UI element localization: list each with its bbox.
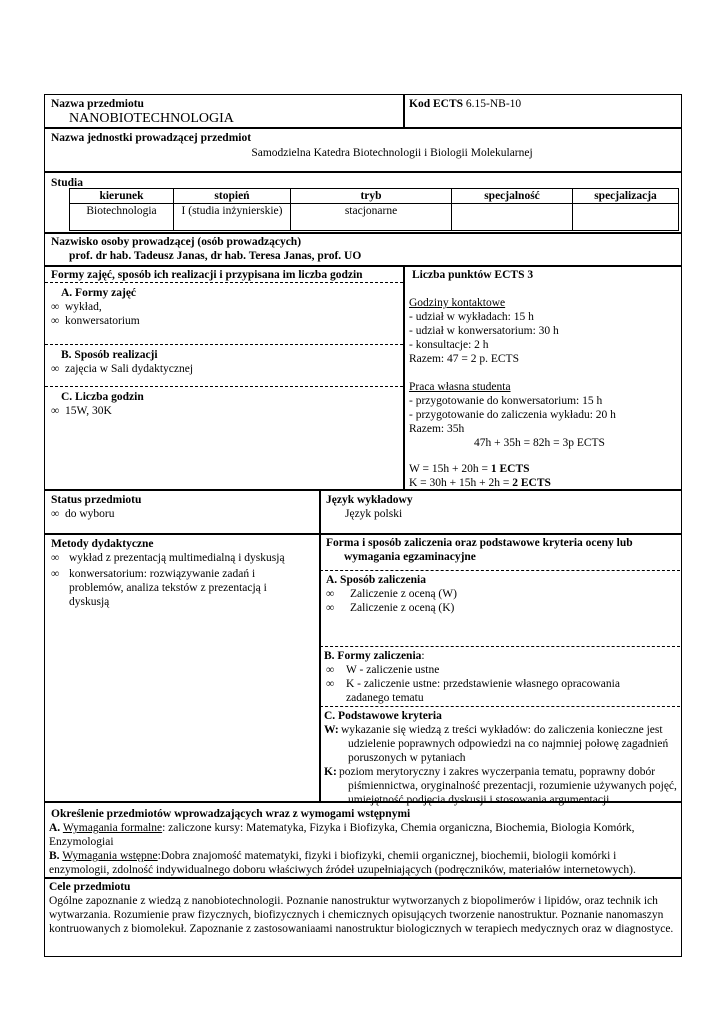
forms-b-title: B. Sposób realizacji bbox=[61, 349, 158, 361]
studia-cell bbox=[44, 171, 682, 234]
subject-name-label: Nazwa przedmiotu bbox=[51, 98, 144, 110]
language-cell bbox=[319, 489, 682, 535]
assessment-b-title-line: B. Formy zaliczenia: bbox=[324, 650, 425, 662]
bullet-icon: ∞ bbox=[326, 588, 335, 600]
contact-line: Razem: 47 = 2 p. ECTS bbox=[409, 353, 519, 365]
assessment-divider-c bbox=[320, 706, 680, 707]
method-item-text: wykład z prezentacją multimedialną i dyskusją bbox=[69, 552, 285, 564]
studia-header-specjalnosc: specjalność bbox=[452, 189, 573, 204]
bullet-icon: ∞ bbox=[51, 363, 60, 375]
studia-label: Studia bbox=[51, 177, 83, 189]
assessment-divider-a bbox=[320, 570, 680, 571]
forms-b-item-text: zajęcia w Sali dydaktycznej bbox=[65, 363, 194, 375]
studia-value-stopien: I (studia inżynierskie) bbox=[174, 204, 291, 231]
forms-a-item bbox=[51, 300, 102, 314]
forms-a-item-text: wykład, bbox=[65, 301, 102, 313]
ects-code-cell bbox=[403, 94, 682, 129]
bullet-icon: ∞ bbox=[326, 678, 335, 690]
bullet-icon: ∞ bbox=[51, 405, 60, 417]
contact-line: - konsultacje: 2 h bbox=[409, 339, 489, 351]
method-item bbox=[51, 551, 317, 565]
criteria-w-text: wykazanie się wiedzą z treści wykładów: do zaliczenia konieczne jest udzielenie poprawnych odpowiedzi na co najmniej połowę zagadnień poruszonych w pytaniach bbox=[341, 724, 669, 764]
assessment-title bbox=[326, 536, 666, 564]
ects-points-cell bbox=[403, 265, 682, 491]
prereq-a bbox=[49, 821, 677, 849]
forms-c-item bbox=[51, 404, 112, 418]
criteria-w-label: W: bbox=[324, 724, 339, 736]
teachers-cell bbox=[44, 232, 682, 267]
forms-divider-top bbox=[45, 282, 403, 283]
forms-a-item bbox=[51, 314, 140, 328]
studia-value-kierunek: Biotechnologia bbox=[70, 204, 174, 231]
assessment-a-item bbox=[326, 587, 457, 601]
ects-k-value: 2 ECTS bbox=[512, 477, 551, 489]
goals-text: Ogólne zapoznanie z wiedzą z nanobiotechnologii. Poznanie nanostruktur wytworzanych z biopolimerów i lipidów, oraz technik ich wytwarzania. Rozumienie praw fizycznych, biofizycznych i chemicznych opisujących tworzenie nanostruktur. Poznanie nanomaszyn kontruowanych z biomolekuł. Zapoznanie z zastosowaniaami nanostruktur biologicznych w terapiech medycznych oraz w diagnostyce. bbox=[49, 895, 674, 935]
contact-hours-heading: Godziny kontaktowe bbox=[409, 297, 506, 309]
assessment-b-item-text: K - zaliczenie ustne: przedstawienie własnego opracowania zadanego tematu bbox=[346, 678, 620, 704]
own-work-line: - przygotowanie do zaliczenia wykładu: 20 h bbox=[409, 409, 616, 421]
assessment-b-item bbox=[326, 677, 644, 705]
assessment-a-title: A. Sposób zaliczenia bbox=[326, 574, 426, 586]
own-work-heading: Praca własna studenta bbox=[409, 381, 511, 393]
ects-w-prefix: W = 15h + 20h = bbox=[409, 463, 491, 475]
teachers-label: Nazwisko osoby prowadzącej (osób prowadzących) bbox=[51, 236, 302, 248]
assessment-divider-b bbox=[320, 646, 680, 647]
assessment-a-item-text: Zaliczenie z oceną (K) bbox=[350, 602, 455, 614]
forms-title: Formy zajęć, sposób ich realizacji i przypisana im liczba godzin bbox=[51, 269, 363, 281]
studia-header-specjalizacja: specjalizacja bbox=[573, 189, 679, 204]
bullet-icon: ∞ bbox=[51, 552, 60, 564]
criteria-k-label: K: bbox=[324, 766, 337, 778]
unit-value: Samodzielna Katedra Biotechnologii i Biologii Molekularnej bbox=[251, 147, 533, 159]
forms-b-item bbox=[51, 362, 193, 376]
ects-code bbox=[409, 97, 521, 111]
methods-cell bbox=[44, 533, 321, 803]
status-value-text: do wyboru bbox=[65, 508, 115, 520]
studia-value-tryb: stacjonarne bbox=[291, 204, 452, 231]
studia-header-stopien: stopień bbox=[174, 189, 291, 204]
prereq-b-label: B. bbox=[49, 850, 60, 862]
goals-title: Cele przedmiotu bbox=[49, 881, 131, 893]
ects-code-label: Kod ECTS bbox=[409, 98, 464, 110]
contact-line: - udział w konwersatorium: 30 h bbox=[409, 325, 559, 337]
prereq-a-heading: Wymagania formalne bbox=[62, 822, 163, 834]
forms-divider-b bbox=[45, 344, 403, 345]
assessment-title-text: Forma i sposób zaliczenia oraz podstawowe kryteria oceny lub wymagania egzaminacyjne bbox=[326, 537, 633, 563]
method-item bbox=[51, 567, 283, 609]
studia-header-tryb: tryb bbox=[291, 189, 452, 204]
assessment-a-item-text: Zaliczenie z oceną (W) bbox=[350, 588, 457, 600]
ects-k-line bbox=[409, 476, 551, 490]
assessment-a-item bbox=[326, 601, 454, 615]
prereq-b-heading: Wymagania wstępne bbox=[62, 850, 158, 862]
methods-label: Metody dydaktyczne bbox=[51, 538, 154, 550]
ects-w-line bbox=[409, 462, 530, 476]
method-item-text: konwersatorium: rozwiązywanie zadań i problemów, analiza tekstów z prezentacją i dyskusją bbox=[69, 568, 267, 608]
assessment-cell bbox=[319, 533, 682, 806]
studia-header-kierunek: kierunek bbox=[70, 189, 174, 204]
forms-c-item-text: 15W, 30K bbox=[65, 405, 112, 417]
unit-cell bbox=[44, 127, 682, 173]
prereq-a-text: : zaliczone kursy: Matematyka, Fizyka i Biofizyka, Chemia organiczna, Biochemia, Biologia Komórk, Enzymologiai bbox=[49, 822, 635, 848]
status-value bbox=[51, 507, 115, 521]
subject-name-value: NANOBIOTECHNOLOGIA bbox=[69, 111, 234, 126]
ects-points-title: Liczba punktów ECTS 3 bbox=[412, 269, 534, 281]
studia-table bbox=[69, 188, 679, 231]
forms-c-title: C. Liczba godzin bbox=[61, 391, 144, 403]
studia-value-specjalnosc bbox=[452, 204, 573, 231]
forms-divider-c bbox=[45, 386, 403, 387]
assessment-b-item-text: W - zaliczenie ustne bbox=[346, 664, 440, 676]
assessment-b-title: B. Formy zaliczenia bbox=[324, 650, 422, 662]
status-label: Status przedmiotu bbox=[51, 494, 142, 506]
language-value: Język polski bbox=[345, 508, 403, 520]
ects-total: 47h + 35h = 82h = 3p ECTS bbox=[474, 437, 605, 449]
own-work-line: Razem: 35h bbox=[409, 423, 465, 435]
ects-w-value: 1 ECTS bbox=[490, 463, 530, 475]
teachers-value: prof. dr hab. Tadeusz Janas, dr hab. Teresa Janas, prof. UO bbox=[69, 250, 362, 262]
ects-code-value: 6.15-NB-10 bbox=[465, 98, 522, 110]
forms-a-item-text: konwersatorium bbox=[65, 315, 140, 327]
contact-line: - udział w wykładach: 15 h bbox=[409, 311, 534, 323]
bullet-icon: ∞ bbox=[51, 568, 60, 580]
prereq-title: Określenie przedmiotów wprowadzających wraz z wymogami wstępnymi bbox=[51, 808, 411, 820]
goals-cell bbox=[44, 877, 682, 957]
prereq-a-label: A. bbox=[49, 822, 61, 834]
forms-cell bbox=[44, 265, 405, 491]
ects-k-prefix: K = 30h + 15h + 2h = bbox=[409, 477, 513, 489]
status-cell bbox=[44, 489, 321, 535]
studia-value-specjalizacja bbox=[573, 204, 679, 231]
criteria-k-text: poziom merytoryczny i zakres wyczerpania tematu, poprawny dobór piśmiennictwa, oryginalność prezentacji, rozumienie używanych pojęć, umiejętność podjęcia dyskusji i stosowania argumentacji bbox=[339, 766, 677, 806]
assessment-b-item bbox=[326, 663, 439, 677]
bullet-icon: ∞ bbox=[51, 508, 60, 520]
prereq-b bbox=[49, 849, 677, 877]
prereq-cell bbox=[44, 801, 682, 879]
forms-a-title: A. Formy zajęć bbox=[61, 287, 137, 299]
own-work-line: - przygotowanie do konwersatorium: 15 h bbox=[409, 395, 603, 407]
criteria-w bbox=[324, 723, 680, 765]
bullet-icon: ∞ bbox=[326, 602, 335, 614]
bullet-icon: ∞ bbox=[326, 664, 335, 676]
bullet-icon: ∞ bbox=[51, 301, 60, 313]
subject-name-cell bbox=[44, 94, 405, 129]
prereq-b-text: :Dobra znajomość matematyki, fizyki i biofizyki, chemii organicznej, biochemii, biologii komórki i enzymologii, zdolność indywidualnego doboru właściwych źródeł uzupełniających (podręczników, materiałów internetowych). bbox=[49, 850, 636, 876]
unit-label: Nazwa jednostki prowadzącej przedmiot bbox=[51, 132, 252, 144]
language-label: Język wykładowy bbox=[326, 494, 413, 506]
bullet-icon: ∞ bbox=[51, 315, 60, 327]
assessment-c-title: C. Podstawowe kryteria bbox=[324, 710, 442, 722]
